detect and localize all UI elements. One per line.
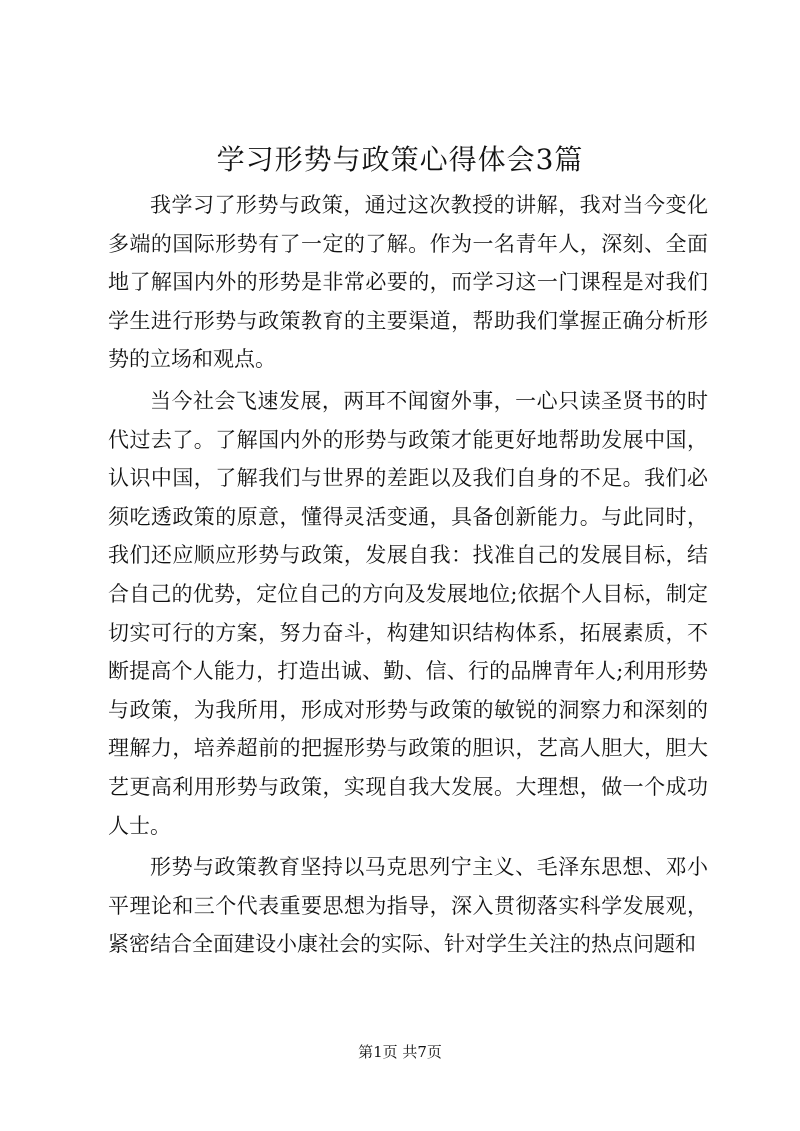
- paragraph-1: 我学习了形势与政策，通过这次教授的讲解，我对当今变化多端的国际形势有了一定的了解。作为一名青年人，深刻、全面地了解国内外的形势是非常必要的，而学习这一门课程是对我们学生进行形势与政策教育的主要渠道，帮助我们掌握正确分析形势的立场和观点。: [108, 193, 708, 372]
- document-title: 学习形势与政策心得体会3篇: [216, 143, 584, 176]
- document-body: [108, 186, 708, 967]
- page-number-footer: 第1页 共7页: [358, 1043, 442, 1061]
- paragraph-3: 形势与政策教育坚持以马克思列宁主义、毛泽东思想、邓小平理论和三个代表重要思想为指导，深入贯彻落实科学发展观，紧密结合全面建设小康社会的实际、针对学生关注的热点问题和: [108, 855, 708, 957]
- paragraph-2: 当今社会飞速发展，两耳不闻窗外事，一心只读圣贤书的时代过去了。了解国内外的形势与政策才能更好地帮助发展中国，认识中国，了解我们与世界的差距以及我们自身的不足。我们必须吃透政策的原意，懂得灵活变通，具备创新能力。与此同时，我们还应顺应形势与政策，发展自我：找准自己的发展目标，结合自己的优势，定位自己的方向及发展地位;依据个人目标，制定切实可行的方案，努力奋斗，构建知识结构体系，拓展素质，不断提高个人能力，打造出诚、勤、信、行的品牌青年人;利用形势与政策，为我所用，形成对形势与政策的敏锐的洞察力和深刻的理解力，培养超前的把握形势与政策的胆识，艺高人胆大，胆大艺更高利用形势与政策，实现自我大发展。大理想，做一个成功人士。: [108, 388, 708, 838]
